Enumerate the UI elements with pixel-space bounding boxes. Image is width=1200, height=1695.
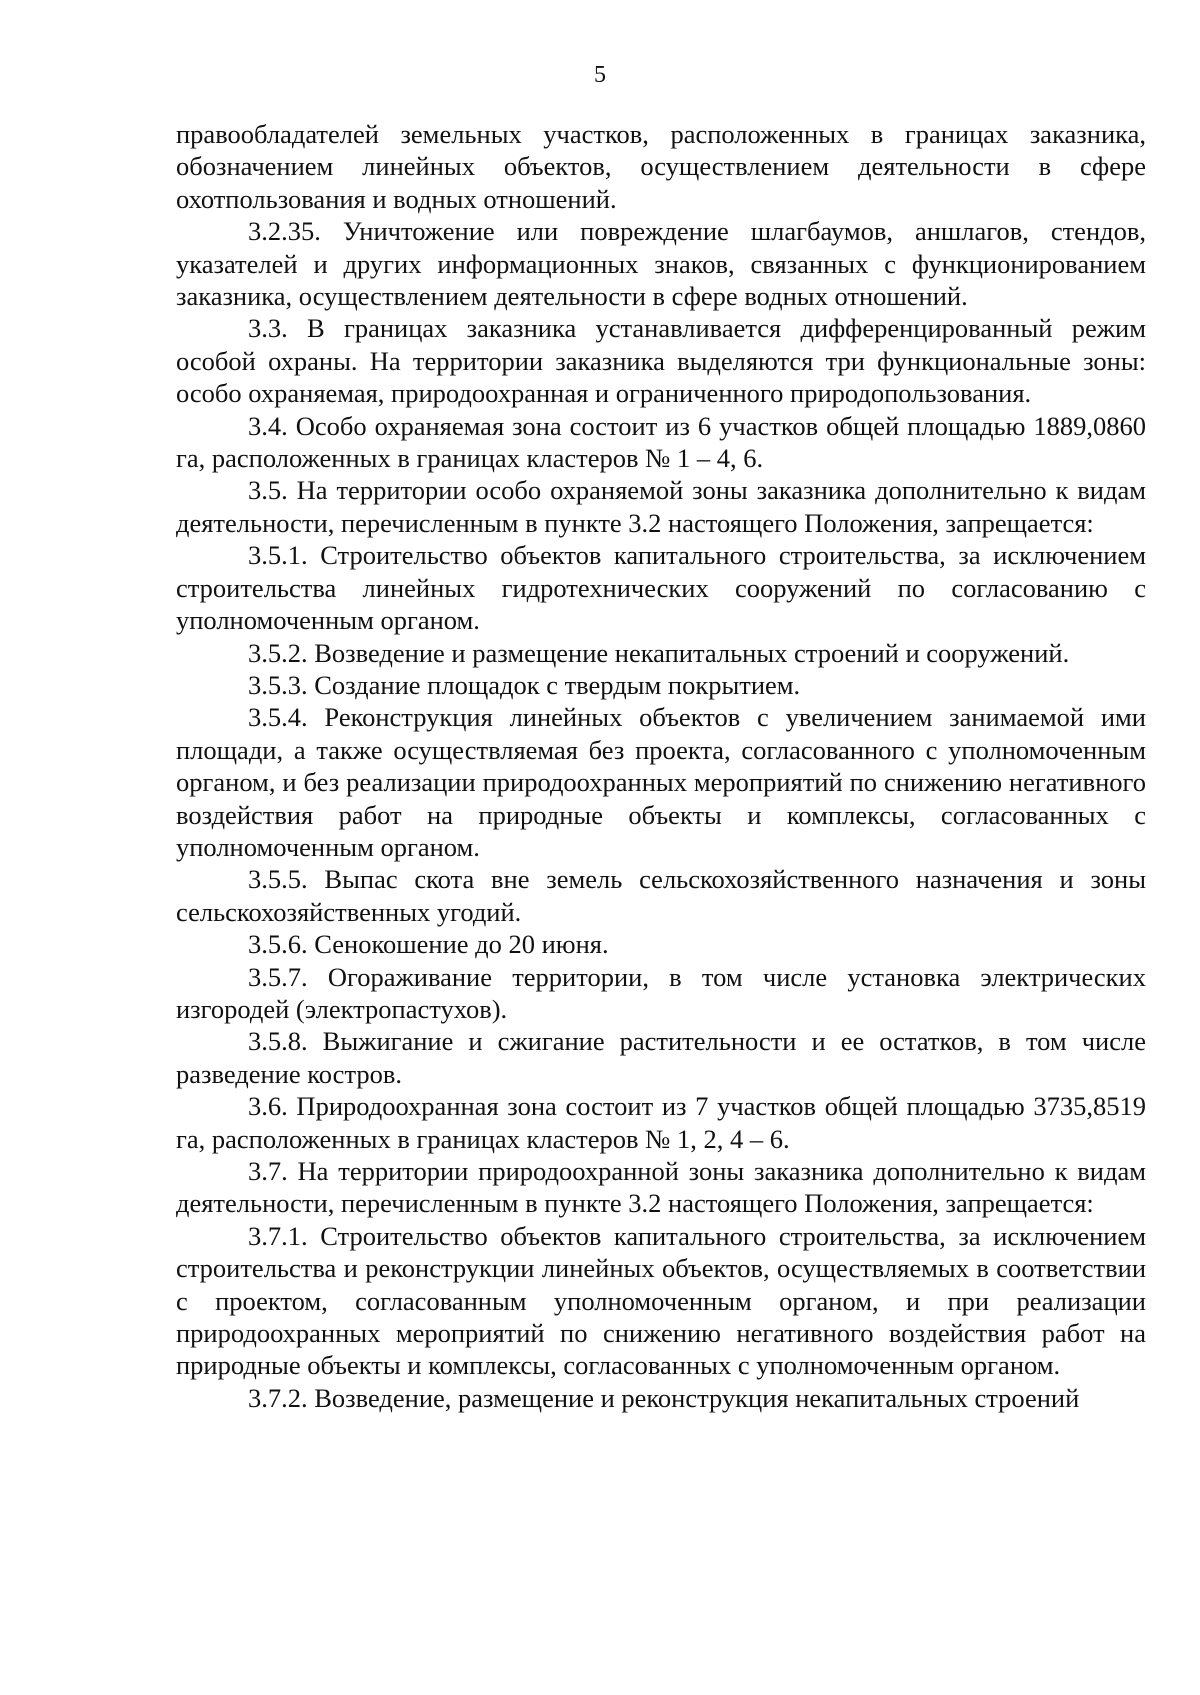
paragraph-3-7-1: 3.7.1. Строительство объектов капитального строительства, за исключением строительства и реконструкции линейных объектов, осуществляемых в соответствии с проектом, согласованным уполномоченным органом, и при реализации природоохранных мероприятий по снижению негативного воздействия работ на природные объекты и комплексы, согласованных с уполномоченным органом. bbox=[176, 1220, 1146, 1381]
paragraph-3-5-6: 3.5.6. Сенокошение до 20 июня. bbox=[248, 929, 609, 960]
paragraph-3-5-1: 3.5.1. Строительство объектов капитального строительства, за исключением строительства линейных гидротехнических сооружений по согласованию с уполномоченным органом. bbox=[176, 540, 1146, 636]
paragraph-3-4: 3.4. Особо охраняемая зона состоит из 6 участков общей площадью 1889,0860 га, расположенных в границах кластеров № 1 – 4, 6. bbox=[176, 410, 1146, 474]
paragraph-3-5: 3.5. На территории особо охраняемой зоны заказника дополнительно к видам деятельности, перечисленным в пункте 3.2 настоящего Положения, запрещается: bbox=[176, 475, 1146, 538]
paragraph-3-5-3: 3.5.3. Создание площадок с твердым покрытием. bbox=[248, 669, 801, 700]
paragraph-3-3: 3.3. В границах заказника устанавливается дифференцированный режим особой охраны. На территории заказника выделяются три функциональные зоны: особо охраняемая, природоохранная и ограниченного природопользования. bbox=[176, 313, 1146, 409]
paragraph-3-7: 3.7. На территории природоохранной зоны заказника дополнительно к видам деятельности, перечисленным в пункте 3.2 настоящего Положения, запрещается: bbox=[176, 1156, 1146, 1219]
paragraph-3-5-4: 3.5.4. Реконструкция линейных объектов с увеличением занимаемой ими площади, а также осуществляемая без проекта, согласованного с уполномоченным органом, и без реализации природоохранных мероприятий по снижению негативного воздействия работ на природные объекты и комплексы, согласованных с уполномоченным органом. bbox=[176, 702, 1146, 862]
paragraph-3-5-7: 3.5.7. Огораживание территории, в том числе установка электрических изгородей (электропастухов). bbox=[176, 961, 1146, 1024]
document-body bbox=[176, 118, 1146, 1414]
paragraph-3-5-2: 3.5.2. Возведение и размещение некапитальных строений и сооружений. bbox=[248, 637, 1070, 668]
paragraph-3-5-8: 3.5.8. Выжигание и сжигание растительности и ее остатков, в том числе разведение костров. bbox=[176, 1026, 1146, 1089]
paragraph-3-5-5: 3.5.5. Выпас скота вне земель сельскохозяйственного назначения и зоны сельскохозяйственных угодий. bbox=[176, 864, 1146, 927]
paragraph-3-2-35: 3.2.35. Уничтожение или повреждение шлагбаумов, аншлагов, стендов, указателей и других информационных знаков, связанных с функционированием заказника, осуществлением деятельности в сфере водных отношений. bbox=[176, 216, 1146, 312]
paragraph-continuation: правообладателей земельных участков, расположенных в границах заказника, обозначением линейных объектов, осуществлением деятельности в сфере охотпользования и водных отношений. bbox=[176, 119, 1146, 214]
paragraph-3-7-2: 3.7.2. Возведение, размещение и реконструкция некапитальных строений bbox=[248, 1382, 1080, 1413]
paragraph-3-6: 3.6. Природоохранная зона состоит из 7 участков общей площадью 3735,8519 га, расположенных в границах кластеров № 1, 2, 4 – 6. bbox=[176, 1091, 1146, 1154]
page-number: 5 bbox=[594, 62, 606, 88]
